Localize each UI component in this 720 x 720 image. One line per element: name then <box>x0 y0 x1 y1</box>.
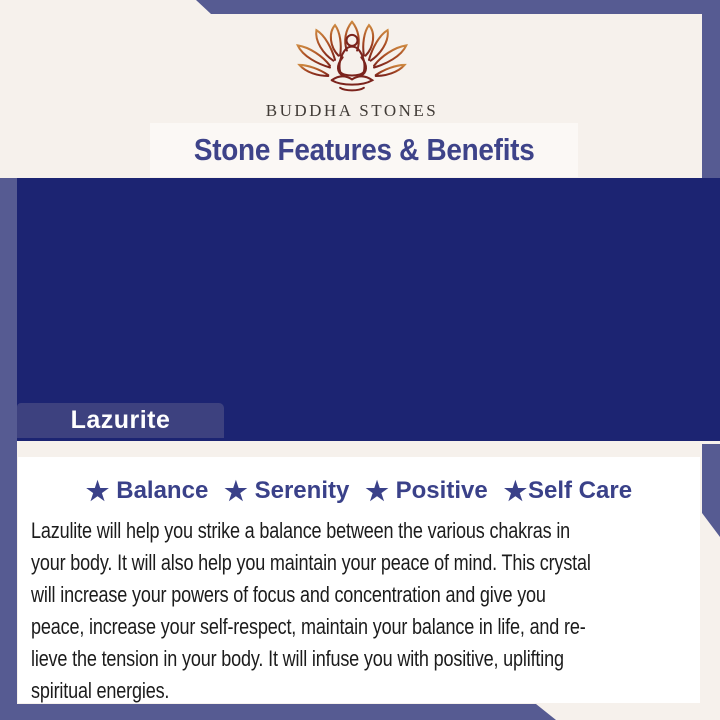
right-accent-strip <box>702 0 720 178</box>
description-line: Lazulite will help you strike a balance between the various chakras in <box>31 518 571 543</box>
brand-header <box>0 20 704 121</box>
benefit-label: Positive <box>395 477 488 504</box>
benefit-label: Balance <box>116 477 209 504</box>
star-icon: ★ <box>85 476 110 506</box>
stone-photo <box>13 178 720 441</box>
description-line: spiritual energies. <box>31 678 170 703</box>
right-accent-tab <box>702 444 720 537</box>
benefit-label: Serenity <box>254 477 350 504</box>
star-icon: ★ <box>224 476 248 506</box>
section-title-banner <box>150 123 578 177</box>
description-line: your body. It will also help you maintain your peace of mind. This crystal <box>31 550 591 575</box>
benefit-item <box>86 477 208 505</box>
star-icon: ★ <box>365 476 389 506</box>
stone-name-ribbon <box>17 403 224 438</box>
top-accent-band <box>0 0 720 14</box>
description-line: lieve the tension in your body. It will infuse you with positive, uplifting <box>31 646 564 671</box>
benefits-row <box>18 476 700 506</box>
stone-description <box>31 515 679 707</box>
section-title: Stone Features & Benefits <box>193 132 535 167</box>
left-accent-strip <box>0 178 17 704</box>
brand-name: BUDDHA STONES <box>265 101 439 120</box>
benefit-item <box>224 477 349 505</box>
description-line: peace, increase your self-respect, maintain your balance in life, and re- <box>31 614 586 639</box>
lotus-icon <box>278 20 426 98</box>
benefits-card <box>18 457 700 703</box>
stone-name-label: Lazurite <box>70 406 171 434</box>
star-icon: ★ <box>503 476 527 506</box>
benefit-item <box>504 477 632 505</box>
benefit-item <box>365 477 487 505</box>
description-line: will increase your powers of focus and concentration and give you <box>31 582 546 607</box>
benefit-label: Self Care <box>528 477 633 504</box>
